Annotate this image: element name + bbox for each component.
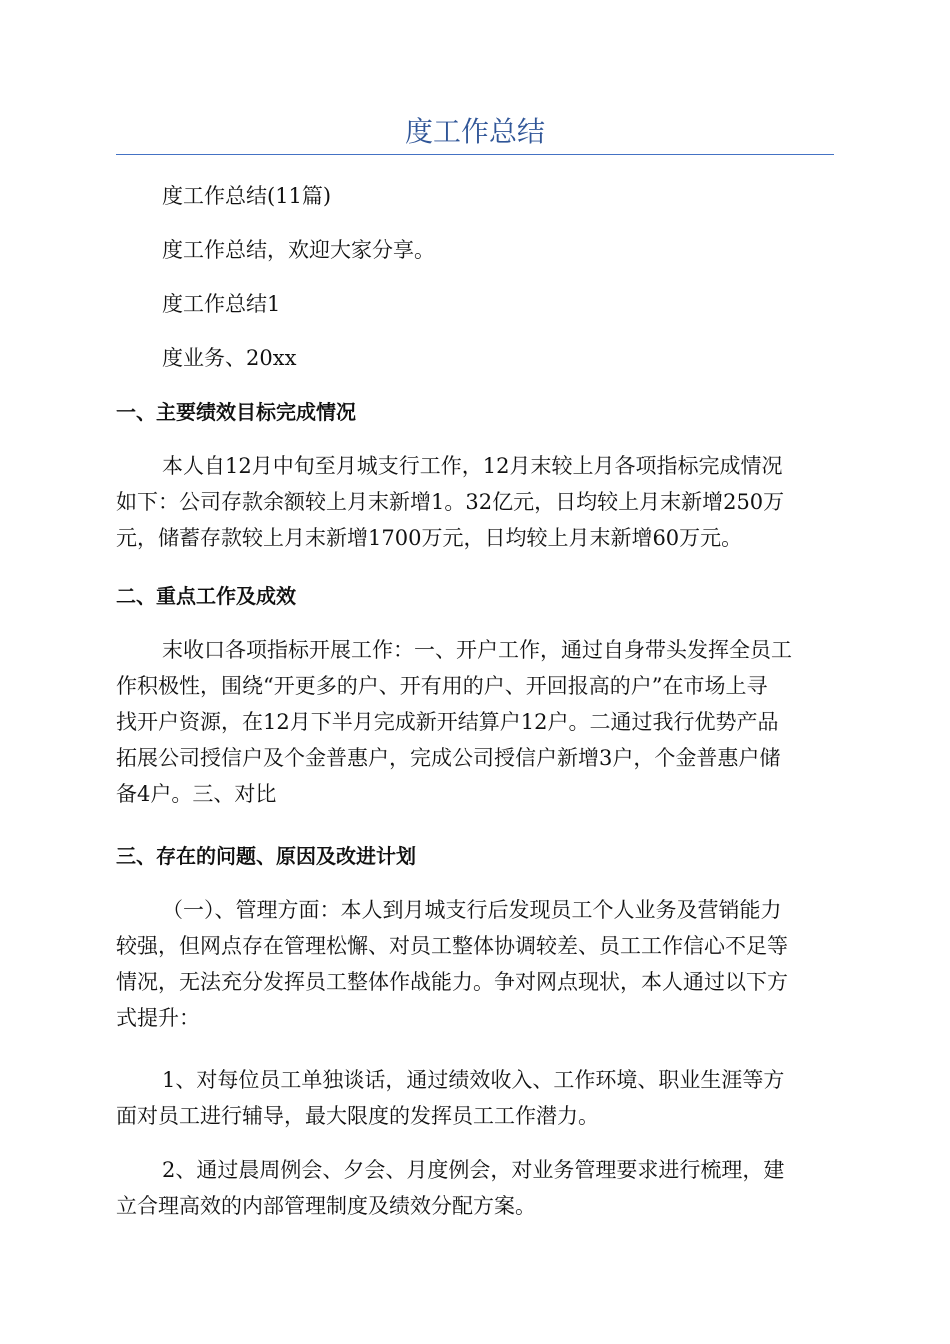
paragraph-4 [116,1062,834,1134]
paragraph-line: 元，储蓄存款较上月末新增1700万元，日均较上月末新增60万元。 [116,526,743,550]
intro-line-3: 度工作总结1 [162,292,281,316]
intro-line-1: 度工作总结(11篇) [162,184,332,208]
paragraph-line: 作积极性，围绕“开更多的户、开有用的户、开回报高的户”在市场上寻 [116,674,768,698]
section-heading-3: 三、存在的问题、原因及改进计划 [116,844,416,868]
paragraph-line: 1、对每位员工单独谈话，通过绩效收入、工作环境、职业生涯等方 [162,1068,785,1092]
section-heading-1: 一、主要绩效目标完成情况 [116,400,356,424]
paragraph-line: （一）、管理方面：本人到月城支行后发现员工个人业务及营销能力 [162,898,782,922]
paragraph-line: 式提升： [116,1006,200,1030]
paragraph-5 [116,1152,834,1224]
document-title: 度工作总结 [404,115,545,148]
paragraph-3 [116,892,834,1036]
intro-line-4: 度业务、20xx [162,346,297,370]
paragraph-line: 找开户资源，在12月下半月完成新开结算户12户。二通过我行优势产品 [116,710,779,734]
paragraph-1 [116,448,834,556]
paragraph-line: 本人自12月中旬至月城支行工作，12月末较上月各项指标完成情况 [162,454,783,478]
paragraph-line: 2、通过晨周例会、夕会、月度例会，对业务管理要求进行梳理，建 [162,1158,785,1182]
paragraph-line: 较强，但网点存在管理松懈、对员工整体协调较差、员工工作信心不足等 [116,934,788,958]
paragraph-line: 备4户。三、对比 [116,782,277,806]
paragraph-2 [116,632,834,812]
paragraph-line: 情况，无法充分发挥员工整体作战能力。争对网点现状，本人通过以下方 [116,970,788,994]
paragraph-line: 如下：公司存款余额较上月末新增1。32亿元，日均较上月末新增250万 [116,490,785,514]
paragraph-line: 面对员工进行辅导，最大限度的发挥员工工作潜力。 [116,1104,599,1128]
intro-line-2: 度工作总结，欢迎大家分享。 [162,238,435,262]
paragraph-line: 立合理高效的内部管理制度及绩效分配方案。 [116,1194,536,1218]
section-heading-2: 二、重点工作及成效 [116,584,296,608]
paragraph-line: 拓展公司授信户及个金普惠户，完成公司授信户新增3户，个金普惠户储 [116,746,781,770]
title-underline [116,154,834,155]
paragraph-line: 末收口各项指标开展工作：一、开户工作，通过自身带头发挥全员工 [162,638,792,662]
